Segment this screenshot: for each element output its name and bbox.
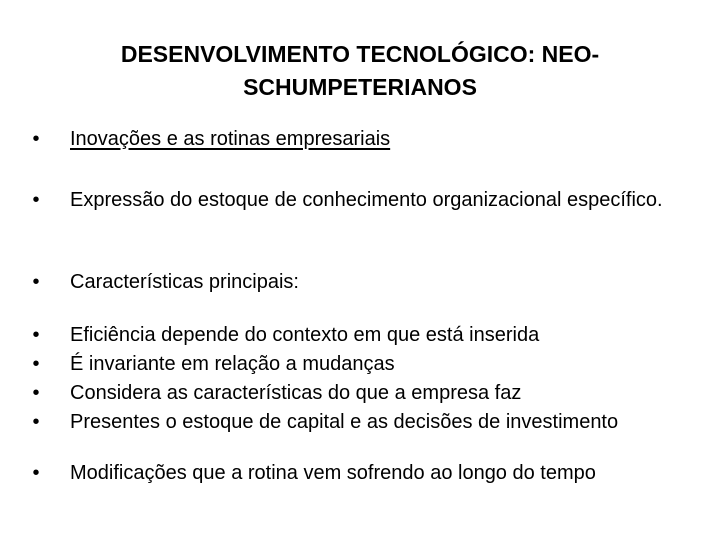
bullet-icon: • [32,189,40,211]
bullet-icon: • [32,382,40,404]
bullet-text-underlined: Inovações e as rotinas empresariais [70,128,391,150]
bullet-text: Características principais: [70,271,299,293]
slide-title [40,38,680,104]
bullet-item [32,353,680,375]
bullet-icon: • [32,411,40,433]
bullet-item [32,462,680,484]
bullet-text: É invariante em relação a mudanças [70,353,395,375]
bullet-item [32,128,680,150]
bullet-item [32,189,680,211]
bullet-icon: • [32,128,40,150]
bullet-text: Considera as características do que a empresa faz [70,382,522,404]
bullet-icon: • [32,271,40,293]
bullet-icon: • [32,353,40,375]
bullet-text: Expressão do estoque de conhecimento organizacional específico. [70,189,663,211]
bullet-item [32,271,680,293]
bullet-item [32,382,680,404]
bullet-text: Modificações que a rotina vem sofrendo ao longo do tempo [70,462,596,484]
bullet-icon: • [32,324,40,346]
bullet-icon: • [32,462,40,484]
slide-title-line-2: SCHUMPETERIANOS [243,74,477,100]
bullet-text: Presentes o estoque de capital e as decisões de investimento [70,411,619,433]
bullet-item [32,324,680,346]
bullet-item [32,411,680,433]
slide-title-line-1: DESENVOLVIMENTO TECNOLÓGICO: NEO- [120,41,600,67]
bullet-text: Eficiência depende do contexto em que está inserida [70,324,540,346]
